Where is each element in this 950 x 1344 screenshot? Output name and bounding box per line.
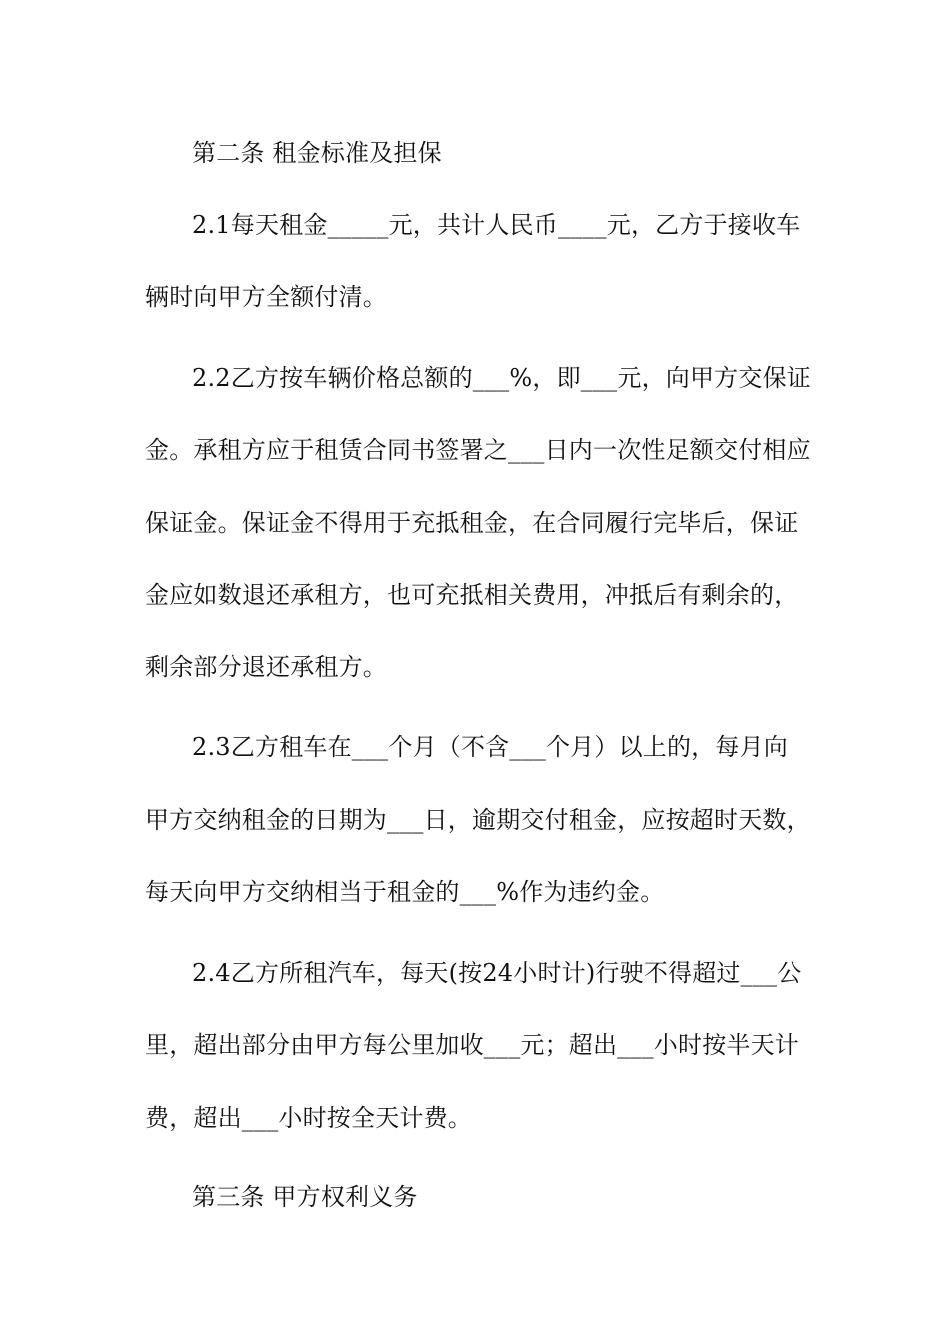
clause-2-4-line-2: 里，超出部分由甲方每公里加收___元；超出___小时按半天计 [145, 1031, 799, 1059]
section-heading-article-3: 第三条 甲方权利义务 [192, 1183, 418, 1211]
clause-2-3-line-3: 每天向甲方交纳相当于租金的___%作为违约金。 [145, 878, 665, 906]
clause-2-2-line-4: 金应如数退还承租方，也可充抵相关费用，冲抵后有剩余的， [145, 581, 799, 609]
clause-2-2-line-1: 2.2乙方按车辆价格总额的___%，即___元，向甲方交保证 [192, 364, 811, 392]
clause-2-2-line-5: 剩余部分退还承租方。 [145, 653, 387, 681]
clause-2-3-line-1: 2.3乙方租车在___个月（不含___个月）以上的，每月向 [192, 733, 788, 761]
section-heading-article-2: 第二条 租金标准及担保 [192, 139, 442, 167]
clause-2-1-line-2: 辆时向甲方全额付清。 [145, 283, 387, 311]
clause-2-1-line-1: 2.1每天租金_____元，共计人民币____元，乙方于接收车 [192, 211, 801, 239]
clause-2-4-line-1: 2.4乙方所租汽车，每天(按24小时计)行驶不得超过___公 [192, 959, 802, 987]
clause-2-4-line-3: 费，超出___小时按全天计费。 [145, 1104, 472, 1132]
clause-2-2-line-2: 金。承租方应于租赁合同书签署之___日内一次性足额交付相应 [145, 436, 811, 464]
clause-2-3-line-2: 甲方交纳租金的日期为___日，逾期交付租金，应按超时天数， [145, 806, 811, 834]
clause-2-2-line-3: 保证金。保证金不得用于充抵租金，在合同履行完毕后，保证 [145, 509, 799, 537]
